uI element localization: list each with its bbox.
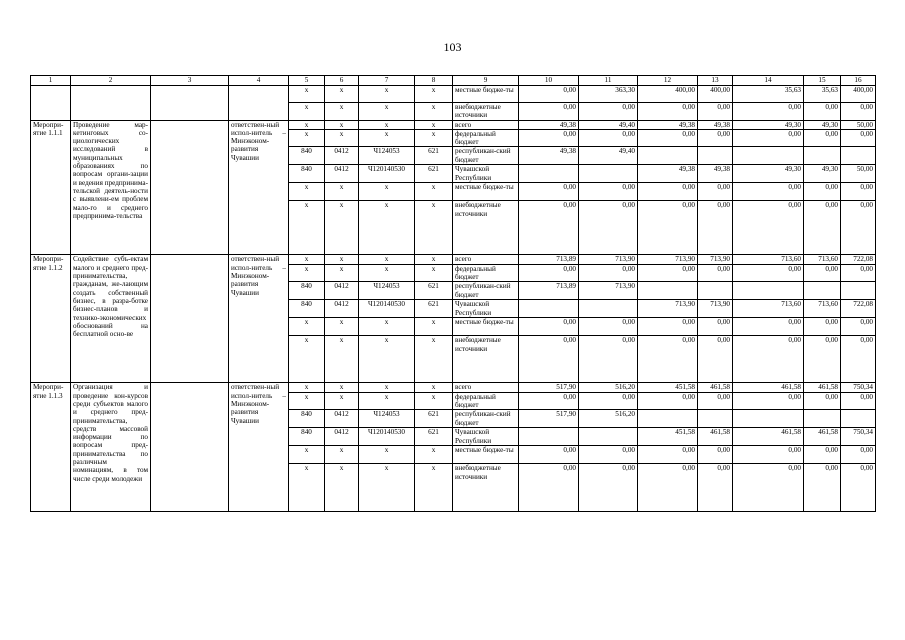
cell-gr-code: x <box>289 264 325 282</box>
cell-amount: 750,34 <box>841 383 876 392</box>
cell-amount: 0,00 <box>804 446 841 464</box>
cell-amount: 0,00 <box>519 336 579 383</box>
cell-amount: 0,00 <box>579 464 638 512</box>
cell-amount: 0,00 <box>841 392 876 410</box>
cell-target-code: x <box>359 201 415 255</box>
header-cell: 6 <box>325 76 359 86</box>
cell-amount: 713,60 <box>733 300 804 318</box>
cell-expense-code: 621 <box>415 300 453 318</box>
cell-amount: 0,00 <box>519 392 579 410</box>
header-cell: 14 <box>733 76 804 86</box>
cell-amount: 400,00 <box>841 86 876 103</box>
cell-amount: 0,00 <box>519 446 579 464</box>
header-cell: 15 <box>804 76 841 86</box>
cell-amount: 516,20 <box>579 410 638 428</box>
responsible-executor: ответствен-ный испол-нитель – Минэконом-развития Чувашии <box>229 383 289 512</box>
cell-empty <box>151 86 229 121</box>
cell-gr-code: 840 <box>289 165 325 183</box>
cell-amount: 0,00 <box>804 464 841 512</box>
cell-amount: 713,90 <box>579 255 638 264</box>
cell-amount: 0,00 <box>698 446 733 464</box>
cell-amount: 0,00 <box>579 318 638 336</box>
cell-gr-code: x <box>289 336 325 383</box>
cell-target-code: x <box>359 103 415 121</box>
cell-amount <box>841 410 876 428</box>
cell-amount: 0,00 <box>841 464 876 512</box>
activity-name: Проведение мар-кетинговых со-циологических исследований в муниципальных образованиях по вопросам органи-зации и ведения предпринима-тельской деятель-ности с выявлени-ем проблем мало-го и среднего предпринима-тельства <box>71 120 151 255</box>
cell-target-code: x <box>359 392 415 410</box>
cell-funding-source: федеральный бюджет <box>453 392 519 410</box>
cell-amount: 50,00 <box>841 120 876 129</box>
cell-amount: 713,89 <box>519 282 579 300</box>
cell-amount: 400,00 <box>638 86 698 103</box>
cell-amount: 0,00 <box>698 103 733 121</box>
cell-amount: 0,00 <box>733 183 804 201</box>
activity-number: Меропри-ятие 1.1.1 <box>31 120 71 255</box>
header-cell: 13 <box>698 76 733 86</box>
cell-section-code: x <box>325 336 359 383</box>
cell-funding-source: Чувашской Республики <box>453 300 519 318</box>
cell-amount <box>519 300 579 318</box>
cell-target-code: x <box>359 120 415 129</box>
cell-target-code: Ч120140530 <box>359 165 415 183</box>
cell-section-code: x <box>325 201 359 255</box>
cell-amount: 0,00 <box>638 183 698 201</box>
cell-expense-code: 621 <box>415 428 453 446</box>
cell-funding-source: республикан-ский бюджет <box>453 410 519 428</box>
cell-amount: 0,00 <box>841 446 876 464</box>
budget-table <box>30 75 876 512</box>
cell-gr-code: x <box>289 201 325 255</box>
cell-empty <box>31 86 71 121</box>
cell-amount: 0,00 <box>638 103 698 121</box>
cell-section-code: x <box>325 183 359 201</box>
cell-amount: 0,00 <box>804 129 841 147</box>
cell-amount: 35,63 <box>804 86 841 103</box>
cell-amount <box>519 165 579 183</box>
cell-amount: 0,00 <box>733 446 804 464</box>
cell-amount: 722,08 <box>841 300 876 318</box>
cell-amount: 49,30 <box>733 165 804 183</box>
cell-amount: 49,38 <box>519 147 579 165</box>
cell-amount: 451,58 <box>638 383 698 392</box>
cell-amount <box>579 428 638 446</box>
responsible-executor: ответствен-ный испол-нитель – Минэконом-развития Чувашии <box>229 120 289 255</box>
cell-gr-code: x <box>289 318 325 336</box>
cell-amount: 49,38 <box>698 165 733 183</box>
cell-amount <box>698 282 733 300</box>
cell-gr-code: x <box>289 446 325 464</box>
header-cell: 12 <box>638 76 698 86</box>
cell-amount: 49,40 <box>579 147 638 165</box>
cell-amount: 0,00 <box>638 446 698 464</box>
cell-amount: 722,08 <box>841 255 876 264</box>
header-cell: 7 <box>359 76 415 86</box>
cell-section-code: x <box>325 318 359 336</box>
cell-amount: 0,00 <box>733 392 804 410</box>
cell-amount: 713,60 <box>804 300 841 318</box>
cell-target-code: x <box>359 446 415 464</box>
cell-amount: 49,38 <box>698 120 733 129</box>
cell-target-code: x <box>359 255 415 264</box>
cell-gr-code: x <box>289 86 325 103</box>
cell-expense-code: 621 <box>415 410 453 428</box>
activity-name: Содействие субъ-ектам малого и среднего пред-принимательства, гражданам, же-лающим создать собственный бизнес, в разра-ботке бизнес-планов и технико-экономических обоснований на бесплатной осно-ве <box>71 255 151 383</box>
header-cell: 5 <box>289 76 325 86</box>
cell-amount: 0,00 <box>841 336 876 383</box>
cell-amount: 461,58 <box>698 383 733 392</box>
cell-expense-code: 621 <box>415 282 453 300</box>
cell-amount: 713,90 <box>698 255 733 264</box>
cell-gr-code: x <box>289 120 325 129</box>
header-row <box>31 76 876 86</box>
cell-amount: 0,00 <box>519 86 579 103</box>
cell-section-code: x <box>325 392 359 410</box>
cell-amount: 0,00 <box>733 129 804 147</box>
cell-funding-source: федеральный бюджет <box>453 264 519 282</box>
cell-amount: 0,00 <box>579 129 638 147</box>
header-cell: 10 <box>519 76 579 86</box>
cell-section-code: 0412 <box>325 282 359 300</box>
cell-target-code: Ч120140530 <box>359 428 415 446</box>
cell-gr-code: x <box>289 103 325 121</box>
cell-amount: 0,00 <box>579 103 638 121</box>
cell-expense-code: x <box>415 103 453 121</box>
header-cell: 16 <box>841 76 876 86</box>
cell-funding-source: всего <box>453 383 519 392</box>
cell-amount: 0,00 <box>804 103 841 121</box>
cell-amount: 0,00 <box>733 103 804 121</box>
cell-amount: 49,38 <box>638 120 698 129</box>
cell-amount: 0,00 <box>698 264 733 282</box>
header-cell: 11 <box>579 76 638 86</box>
cell-funding-source: Чувашской Республики <box>453 428 519 446</box>
cell-amount <box>579 165 638 183</box>
cell-amount: 0,00 <box>519 264 579 282</box>
cell-funding-source: внебюджетные источники <box>453 201 519 255</box>
cell-amount: 0,00 <box>841 183 876 201</box>
cell-amount: 363,30 <box>579 86 638 103</box>
header-cell: 2 <box>71 76 151 86</box>
cell-amount: 0,00 <box>804 318 841 336</box>
cell-expense-code: x <box>415 446 453 464</box>
cell-empty <box>229 86 289 121</box>
cell-amount: 49,30 <box>804 165 841 183</box>
cell-amount: 461,58 <box>804 383 841 392</box>
cell-amount: 461,58 <box>733 383 804 392</box>
cell-expense-code: x <box>415 392 453 410</box>
cell-gr-code: 840 <box>289 282 325 300</box>
cell-amount: 0,00 <box>579 446 638 464</box>
cell-target-code: x <box>359 264 415 282</box>
cell-gr-code: x <box>289 392 325 410</box>
cell-amount: 713,90 <box>638 255 698 264</box>
cell-gr-code: 840 <box>289 300 325 318</box>
cell-expense-code: x <box>415 264 453 282</box>
cell-amount <box>733 410 804 428</box>
table-body <box>31 76 876 512</box>
cell-section-code: 0412 <box>325 165 359 183</box>
cell-section-code: 0412 <box>325 410 359 428</box>
cell-amount: 49,40 <box>579 120 638 129</box>
cell-funding-source: внебюджетные источники <box>453 336 519 383</box>
header-cell: 1 <box>31 76 71 86</box>
header-cell: 9 <box>453 76 519 86</box>
cell-amount: 750,34 <box>841 428 876 446</box>
cell-target-code: Ч124053 <box>359 147 415 165</box>
cell-empty <box>151 383 229 512</box>
cell-expense-code: x <box>415 255 453 264</box>
cell-amount: 0,00 <box>804 336 841 383</box>
cell-amount: 0,00 <box>519 129 579 147</box>
cell-amount: 713,60 <box>804 255 841 264</box>
page-number: 103 <box>443 40 462 54</box>
activity-number: Меропри-ятие 1.1.2 <box>31 255 71 383</box>
cell-amount: 0,00 <box>698 183 733 201</box>
cell-section-code: x <box>325 383 359 392</box>
cell-amount: 49,38 <box>638 165 698 183</box>
cell-amount <box>638 410 698 428</box>
cell-target-code: Ч124053 <box>359 282 415 300</box>
cell-section-code: 0412 <box>325 300 359 318</box>
cell-amount: 0,00 <box>579 392 638 410</box>
cell-amount: 0,00 <box>579 336 638 383</box>
cell-target-code: x <box>359 86 415 103</box>
cell-amount: 713,90 <box>579 282 638 300</box>
cell-gr-code: x <box>289 183 325 201</box>
cell-amount <box>638 147 698 165</box>
cell-funding-source: Чувашской Республики <box>453 165 519 183</box>
cell-funding-source: местные бюдже-ты <box>453 318 519 336</box>
cell-amount: 461,58 <box>804 428 841 446</box>
cell-amount: 49,38 <box>519 120 579 129</box>
cell-amount: 35,63 <box>733 86 804 103</box>
cell-gr-code: x <box>289 464 325 512</box>
cell-amount: 49,30 <box>733 120 804 129</box>
cell-funding-source: местные бюдже-ты <box>453 86 519 103</box>
cell-gr-code: 840 <box>289 410 325 428</box>
cell-target-code: Ч120140530 <box>359 300 415 318</box>
cell-amount: 0,00 <box>698 129 733 147</box>
cell-amount: 516,20 <box>579 383 638 392</box>
cell-funding-source: федеральный бюджет <box>453 129 519 147</box>
cell-amount: 400,00 <box>698 86 733 103</box>
cell-amount: 0,00 <box>638 264 698 282</box>
cell-target-code: x <box>359 183 415 201</box>
cell-amount: 0,00 <box>698 201 733 255</box>
cell-amount: 0,00 <box>579 201 638 255</box>
cell-funding-source: всего <box>453 120 519 129</box>
cell-amount <box>733 147 804 165</box>
cell-expense-code: 621 <box>415 165 453 183</box>
cell-amount: 0,00 <box>519 183 579 201</box>
cell-expense-code: x <box>415 129 453 147</box>
cell-expense-code: x <box>415 120 453 129</box>
cell-amount <box>804 147 841 165</box>
cell-amount: 0,00 <box>733 201 804 255</box>
cell-expense-code: x <box>415 383 453 392</box>
cell-amount: 0,00 <box>519 318 579 336</box>
cell-target-code: Ч124053 <box>359 410 415 428</box>
cell-empty <box>71 86 151 121</box>
cell-expense-code: x <box>415 318 453 336</box>
cell-funding-source: республикан-ский бюджет <box>453 282 519 300</box>
cell-amount: 0,00 <box>804 392 841 410</box>
cell-section-code: x <box>325 129 359 147</box>
cell-amount: 0,00 <box>841 103 876 121</box>
cell-amount <box>733 282 804 300</box>
cell-amount: 0,00 <box>638 129 698 147</box>
cell-expense-code: x <box>415 464 453 512</box>
cell-section-code: x <box>325 264 359 282</box>
cell-target-code: x <box>359 464 415 512</box>
cell-amount: 713,60 <box>733 255 804 264</box>
cell-amount: 0,00 <box>698 336 733 383</box>
header-cell: 8 <box>415 76 453 86</box>
cell-amount: 0,00 <box>519 103 579 121</box>
cell-amount: 713,89 <box>519 255 579 264</box>
cell-amount: 517,90 <box>519 410 579 428</box>
table-row <box>31 255 876 264</box>
cell-amount <box>698 147 733 165</box>
cell-section-code: x <box>325 255 359 264</box>
cell-amount: 0,00 <box>733 264 804 282</box>
cell-empty <box>151 255 229 383</box>
cell-section-code: x <box>325 464 359 512</box>
cell-funding-source: всего <box>453 255 519 264</box>
cell-amount <box>519 428 579 446</box>
cell-amount: 0,00 <box>804 264 841 282</box>
cell-amount <box>841 147 876 165</box>
cell-amount: 0,00 <box>698 318 733 336</box>
cell-section-code: x <box>325 446 359 464</box>
cell-amount: 0,00 <box>638 464 698 512</box>
cell-amount: 0,00 <box>804 183 841 201</box>
cell-amount <box>804 282 841 300</box>
cell-funding-source: внебюджетные источники <box>453 103 519 121</box>
header-cell: 3 <box>151 76 229 86</box>
cell-expense-code: x <box>415 336 453 383</box>
cell-amount: 0,00 <box>638 318 698 336</box>
cell-amount: 0,00 <box>638 336 698 383</box>
cell-gr-code: 840 <box>289 428 325 446</box>
activity-number: Меропри-ятие 1.1.3 <box>31 383 71 512</box>
cell-empty <box>151 120 229 255</box>
cell-amount: 0,00 <box>841 318 876 336</box>
cell-funding-source: республикан-ский бюджет <box>453 147 519 165</box>
cell-target-code: x <box>359 129 415 147</box>
table-row <box>31 383 876 392</box>
cell-amount: 461,58 <box>733 428 804 446</box>
cell-amount: 0,00 <box>733 336 804 383</box>
cell-amount <box>804 410 841 428</box>
responsible-executor: ответствен-ный испол-нитель – Минэконом-развития Чувашии <box>229 255 289 383</box>
cell-target-code: x <box>359 336 415 383</box>
header-cell: 4 <box>229 76 289 86</box>
cell-amount <box>579 300 638 318</box>
cell-amount <box>841 282 876 300</box>
cell-amount: 0,00 <box>638 392 698 410</box>
cell-amount: 0,00 <box>638 201 698 255</box>
cell-expense-code: 621 <box>415 147 453 165</box>
cell-amount: 461,58 <box>698 428 733 446</box>
activity-name: Организация и проведение кон-курсов среди субъектов малого и среднего пред-принимательства, средств массовой информации по вопросам пред-принимательства по различным номинациям, в том числе среди молодежи <box>71 383 151 512</box>
cell-target-code: x <box>359 383 415 392</box>
cell-section-code: x <box>325 120 359 129</box>
cell-gr-code: 840 <box>289 147 325 165</box>
cell-gr-code: x <box>289 383 325 392</box>
cell-expense-code: x <box>415 86 453 103</box>
cell-amount: 713,90 <box>698 300 733 318</box>
cell-amount: 0,00 <box>841 201 876 255</box>
cell-amount: 0,00 <box>841 264 876 282</box>
cell-amount: 0,00 <box>698 464 733 512</box>
cell-amount <box>638 282 698 300</box>
cell-target-code: x <box>359 318 415 336</box>
cell-gr-code: x <box>289 255 325 264</box>
cell-amount: 0,00 <box>519 201 579 255</box>
cell-amount: 0,00 <box>579 183 638 201</box>
cell-funding-source: местные бюдже-ты <box>453 183 519 201</box>
cell-section-code: 0412 <box>325 428 359 446</box>
cell-amount: 0,00 <box>698 392 733 410</box>
cell-amount: 713,90 <box>638 300 698 318</box>
cell-expense-code: x <box>415 201 453 255</box>
cell-funding-source: местные бюдже-ты <box>453 446 519 464</box>
cell-amount: 49,30 <box>804 120 841 129</box>
cell-section-code: x <box>325 86 359 103</box>
cell-amount: 0,00 <box>733 464 804 512</box>
cell-amount: 0,00 <box>519 464 579 512</box>
cell-amount: 451,58 <box>638 428 698 446</box>
cell-funding-source: внебюджетные источники <box>453 464 519 512</box>
cell-amount: 0,00 <box>733 318 804 336</box>
table-row <box>31 120 876 129</box>
cell-amount: 517,90 <box>519 383 579 392</box>
table-row <box>31 86 876 103</box>
cell-amount: 0,00 <box>841 129 876 147</box>
cell-expense-code: x <box>415 183 453 201</box>
cell-gr-code: x <box>289 129 325 147</box>
cell-amount <box>698 410 733 428</box>
cell-amount: 50,00 <box>841 165 876 183</box>
cell-amount: 0,00 <box>804 201 841 255</box>
cell-amount: 0,00 <box>579 264 638 282</box>
cell-section-code: x <box>325 103 359 121</box>
cell-section-code: 0412 <box>325 147 359 165</box>
